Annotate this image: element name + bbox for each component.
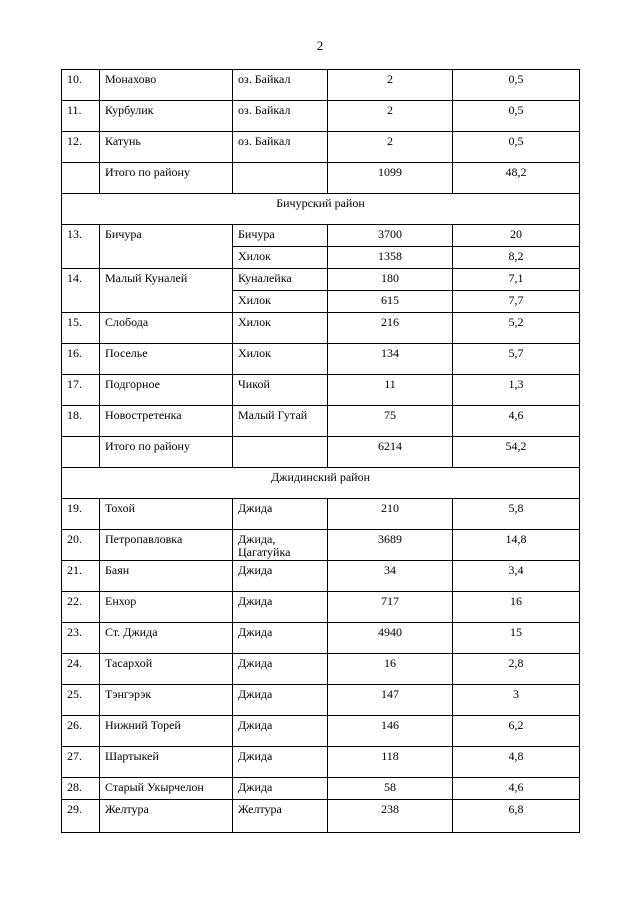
river-cell: оз. Байкал [233, 70, 328, 101]
section-title: Джидинский район [62, 468, 580, 499]
row-number-cell: 22. [62, 592, 100, 623]
section-header-row [62, 468, 580, 499]
population-cell: 238 [328, 800, 453, 833]
row-number-cell: 18. [62, 406, 100, 437]
settlement-name-cell: Енхор [100, 592, 233, 623]
river-cell: Джида [233, 561, 328, 592]
river-cell: Джида [233, 685, 328, 716]
settlement-name-cell: Нижний Торей [100, 716, 233, 747]
row-number-cell: 26. [62, 716, 100, 747]
settlement-name-cell: Желтура [100, 800, 233, 833]
river-cell: Джида [233, 778, 328, 800]
area-cell: 0,5 [453, 70, 580, 101]
area-cell: 0,5 [453, 132, 580, 163]
area-cell: 7,7 [453, 291, 580, 313]
table-row [62, 406, 580, 437]
table-row [62, 800, 580, 833]
row-number-cell: 28. [62, 778, 100, 800]
row-number-cell: 23. [62, 623, 100, 654]
table-row [62, 778, 580, 800]
river-cell [233, 163, 328, 194]
river-cell: Джида [233, 499, 328, 530]
population-cell: 147 [328, 685, 453, 716]
area-cell: 4,6 [453, 406, 580, 437]
population-cell: 210 [328, 499, 453, 530]
row-number-cell: 13. [62, 225, 100, 269]
row-number-cell [62, 163, 100, 194]
settlement-name-cell: Поселье [100, 344, 233, 375]
row-number-cell: 24. [62, 654, 100, 685]
population-cell: 2 [328, 70, 453, 101]
settlement-name-cell: Старый Укырчелон [100, 778, 233, 800]
section-header-row [62, 194, 580, 225]
settlement-name-cell: Малый Куналей [100, 269, 233, 313]
area-cell: 8,2 [453, 247, 580, 269]
area-cell: 2,8 [453, 654, 580, 685]
settlement-name-cell: Шартыкей [100, 747, 233, 778]
row-number-cell: 25. [62, 685, 100, 716]
area-cell: 5,8 [453, 499, 580, 530]
river-cell: Джида [233, 654, 328, 685]
settlement-name-cell: Итого по району [100, 437, 233, 468]
population-cell: 16 [328, 654, 453, 685]
area-cell: 20 [453, 225, 580, 247]
settlement-name-cell: Тасархой [100, 654, 233, 685]
settlement-name-cell: Баян [100, 561, 233, 592]
table-row [62, 623, 580, 654]
row-number-cell: 19. [62, 499, 100, 530]
row-number-cell: 15. [62, 313, 100, 344]
table-row [62, 561, 580, 592]
area-cell: 3,4 [453, 561, 580, 592]
row-number-cell: 29. [62, 800, 100, 833]
population-cell: 180 [328, 269, 453, 291]
table-row [62, 225, 580, 247]
area-cell: 6,2 [453, 716, 580, 747]
settlement-name-cell: Новостретенка [100, 406, 233, 437]
population-cell: 3700 [328, 225, 453, 247]
population-cell: 2 [328, 132, 453, 163]
population-cell: 216 [328, 313, 453, 344]
population-cell: 1099 [328, 163, 453, 194]
population-cell: 11 [328, 375, 453, 406]
settlement-name-cell: Слобода [100, 313, 233, 344]
population-cell: 34 [328, 561, 453, 592]
settlement-name-cell: Тэнгэрэк [100, 685, 233, 716]
river-cell: Джида [233, 592, 328, 623]
area-cell: 16 [453, 592, 580, 623]
area-cell: 6,8 [453, 800, 580, 833]
population-cell: 2 [328, 101, 453, 132]
settlement-name-cell: Тохой [100, 499, 233, 530]
table-row [62, 313, 580, 344]
table-row [62, 654, 580, 685]
settlement-name-cell: Ст. Джида [100, 623, 233, 654]
area-cell: 48,2 [453, 163, 580, 194]
population-cell: 58 [328, 778, 453, 800]
table-row [62, 375, 580, 406]
river-cell: Желтура [233, 800, 328, 833]
total-row [62, 437, 580, 468]
population-cell: 717 [328, 592, 453, 623]
river-cell: Джида [233, 747, 328, 778]
row-number-cell: 12. [62, 132, 100, 163]
settlement-name-cell: Курбулик [100, 101, 233, 132]
table-row [62, 685, 580, 716]
river-cell: Хилок [233, 291, 328, 313]
population-cell: 4940 [328, 623, 453, 654]
area-cell: 3 [453, 685, 580, 716]
table-row [62, 70, 580, 101]
river-cell: Бичура [233, 225, 328, 247]
river-cell: Куналейка [233, 269, 328, 291]
row-number-cell: 27. [62, 747, 100, 778]
population-cell: 146 [328, 716, 453, 747]
river-cell: Малый Гутай [233, 406, 328, 437]
area-cell: 54,2 [453, 437, 580, 468]
river-cell [233, 437, 328, 468]
river-cell: Джида [233, 623, 328, 654]
row-number-cell: 16. [62, 344, 100, 375]
table-row [62, 132, 580, 163]
row-number-cell [62, 437, 100, 468]
river-cell: Джида [233, 716, 328, 747]
river-cell: Чикой [233, 375, 328, 406]
area-cell: 7,1 [453, 269, 580, 291]
settlement-name-cell: Петропавловка [100, 530, 233, 561]
row-number-cell: 20. [62, 530, 100, 561]
settlements-table [61, 69, 580, 833]
area-cell: 5,2 [453, 313, 580, 344]
river-cell: Джида, Цагатуйка [233, 530, 328, 561]
settlement-name-cell: Бичура [100, 225, 233, 269]
area-cell: 4,8 [453, 747, 580, 778]
table-row [62, 530, 580, 561]
settlement-name-cell: Монахово [100, 70, 233, 101]
total-row [62, 163, 580, 194]
settlement-name-cell: Катунь [100, 132, 233, 163]
population-cell: 3689 [328, 530, 453, 561]
river-cell: Хилок [233, 344, 328, 375]
river-cell: оз. Байкал [233, 101, 328, 132]
population-cell: 118 [328, 747, 453, 778]
population-cell: 1358 [328, 247, 453, 269]
page-number: 2 [316, 38, 324, 53]
area-cell: 15 [453, 623, 580, 654]
population-cell: 6214 [328, 437, 453, 468]
table-row [62, 499, 580, 530]
population-cell: 75 [328, 406, 453, 437]
row-number-cell: 11. [62, 101, 100, 132]
table-row [62, 747, 580, 778]
population-cell: 134 [328, 344, 453, 375]
table-row [62, 101, 580, 132]
table-row [62, 269, 580, 291]
settlement-name-cell: Подгорное [100, 375, 233, 406]
area-cell: 4,6 [453, 778, 580, 800]
row-number-cell: 21. [62, 561, 100, 592]
row-number-cell: 10. [62, 70, 100, 101]
row-number-cell: 14. [62, 269, 100, 313]
section-title: Бичурский район [62, 194, 580, 225]
river-cell: Хилок [233, 247, 328, 269]
area-cell: 0,5 [453, 101, 580, 132]
table-row [62, 716, 580, 747]
river-cell: Хилок [233, 313, 328, 344]
river-cell: оз. Байкал [233, 132, 328, 163]
settlement-name-cell: Итого по району [100, 163, 233, 194]
area-cell: 5,7 [453, 344, 580, 375]
table-row [62, 344, 580, 375]
area-cell: 14,8 [453, 530, 580, 561]
table-row [62, 592, 580, 623]
population-cell: 615 [328, 291, 453, 313]
area-cell: 1,3 [453, 375, 580, 406]
row-number-cell: 17. [62, 375, 100, 406]
